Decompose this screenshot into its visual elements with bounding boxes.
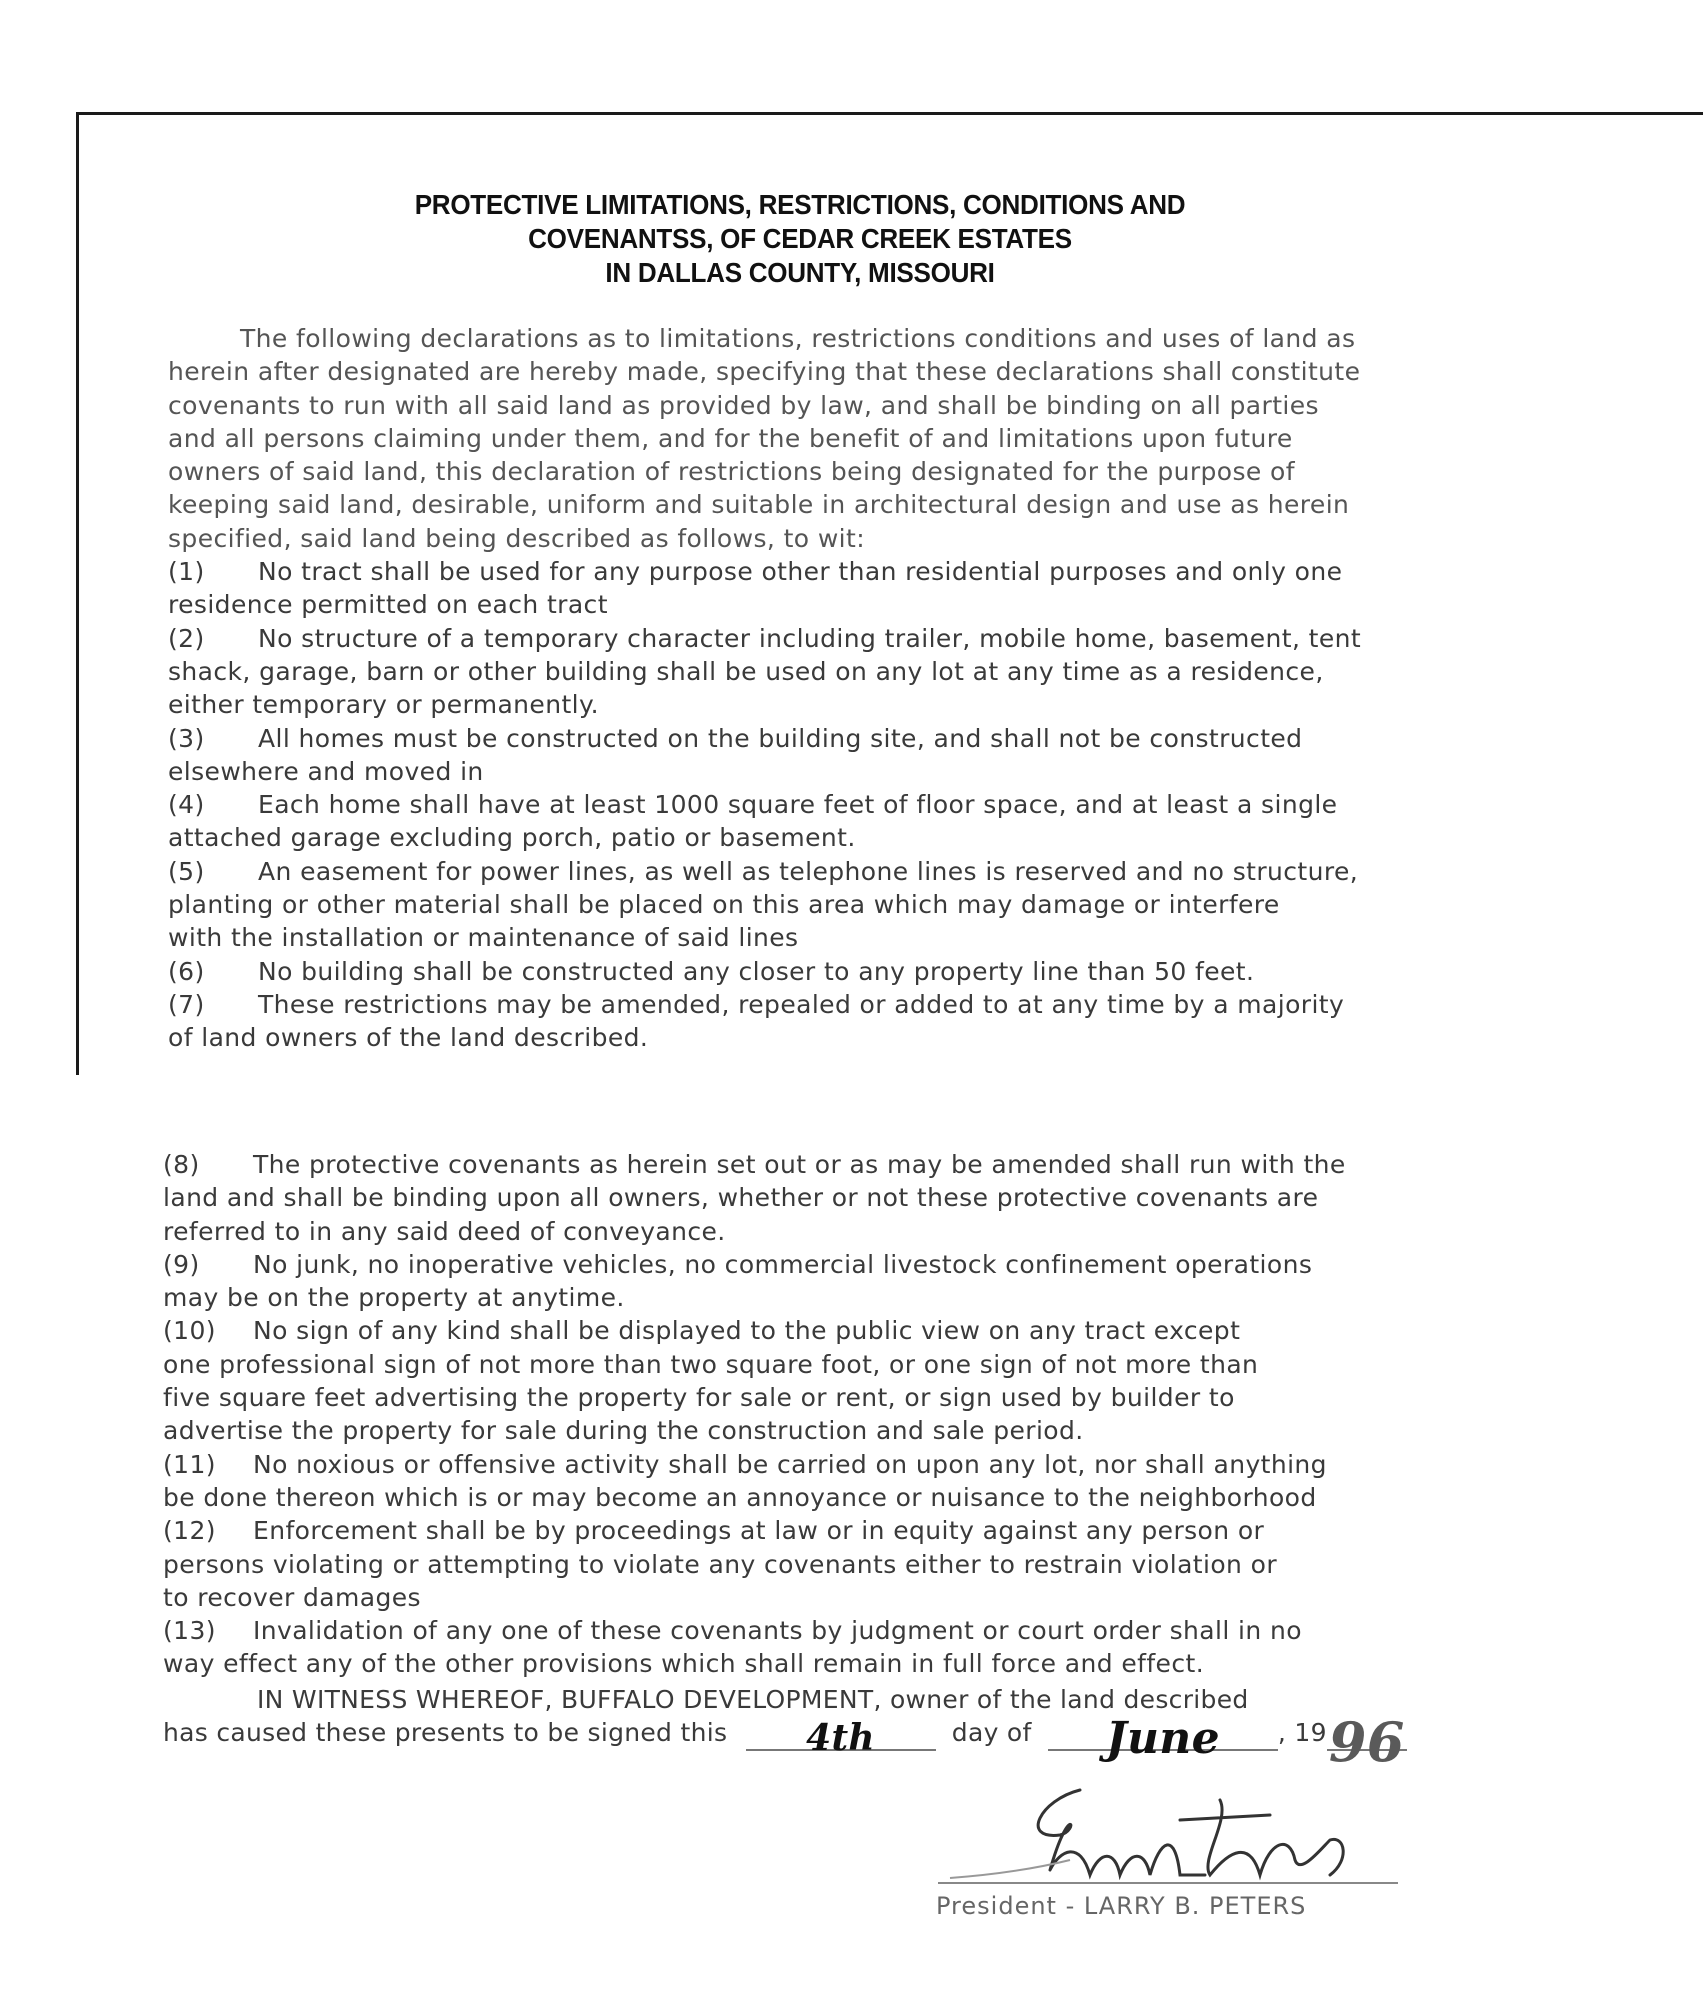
page-frame-top bbox=[76, 112, 1703, 115]
covenant-number: (4) bbox=[168, 790, 205, 820]
covenant-line bbox=[163, 1281, 1583, 1314]
covenant-text: way effect any of the other provisions which shall remain in full force and effect. bbox=[163, 1649, 1205, 1679]
covenant-line bbox=[168, 688, 1588, 721]
witness-line-1: IN WITNESS WHEREOF, BUFFALO DEVELOPMENT, owner of the land described bbox=[257, 1685, 1249, 1714]
covenant-line bbox=[163, 1181, 1583, 1214]
handwritten-year: 96 bbox=[1328, 1710, 1405, 1774]
page-frame-left bbox=[76, 112, 79, 1075]
covenant-text: No noxious or offensive activity shall be carried on upon any lot, nor shall anything bbox=[253, 1449, 1327, 1479]
covenant-text: land and shall be binding upon all owners, whether or not these protective covenants are bbox=[163, 1183, 1319, 1213]
covenant-line bbox=[168, 921, 1588, 954]
covenant-number: (9) bbox=[163, 1249, 200, 1279]
covenant-text: No building shall be constructed any closer to any property line than 50 feet. bbox=[258, 956, 1255, 986]
title-line: PROTECTIVE LIMITATIONS, RESTRICTIONS, CONDITIONS AND bbox=[414, 189, 1186, 220]
covenant-number: (2) bbox=[168, 623, 205, 653]
covenant-line bbox=[168, 755, 1588, 788]
covenant-text: Each home shall have at least 1000 square feet of floor space, and at least a single bbox=[258, 790, 1338, 820]
signer-title: President - LARRY B. PETERS bbox=[936, 1892, 1307, 1920]
covenant-line bbox=[168, 821, 1588, 854]
covenant-number: (6) bbox=[168, 956, 205, 986]
covenant-number: (1) bbox=[168, 557, 205, 587]
covenant-line bbox=[163, 1314, 1583, 1347]
covenant-text: be done thereon which is or may become an annoyance or nuisance to the neighborhood bbox=[163, 1482, 1317, 1512]
witness-line-2: has caused these presents to be signed this 4th day of June , 19 96 bbox=[163, 1716, 1407, 1751]
covenant-line bbox=[163, 1448, 1583, 1481]
covenant-list-page2 bbox=[163, 1148, 1583, 1681]
covenant-text: five square feet advertising the property for sale or rent, or sign used by builder to bbox=[163, 1383, 1235, 1413]
witness-clause bbox=[163, 1683, 1407, 1774]
covenant-text: elsewhere and moved in bbox=[168, 756, 484, 786]
covenant-line bbox=[168, 622, 1588, 655]
covenant-text: with the installation or maintenance of said lines bbox=[168, 923, 799, 953]
covenant-line bbox=[168, 988, 1588, 1021]
covenant-text: to recover damages bbox=[163, 1582, 421, 1612]
title-line: COVENANTSS, OF CEDAR CREEK ESTATES bbox=[528, 223, 1072, 254]
covenant-line bbox=[163, 1514, 1583, 1547]
covenant-text: referred to in any said deed of conveyance. bbox=[163, 1216, 726, 1246]
covenant-text: may be on the property at anytime. bbox=[163, 1283, 625, 1313]
covenant-line bbox=[168, 888, 1588, 921]
handwritten-month: June bbox=[1105, 1713, 1220, 1764]
covenant-number: (5) bbox=[168, 856, 205, 886]
handwritten-signature bbox=[930, 1780, 1450, 1890]
covenant-line bbox=[168, 655, 1588, 688]
month-blank bbox=[1048, 1713, 1278, 1764]
covenant-text: Invalidation of any one of these covenants by judgment or court order shall in no bbox=[253, 1616, 1302, 1646]
covenant-text: advertise the property for sale during the construction and sale period. bbox=[163, 1416, 1084, 1446]
day-blank bbox=[746, 1716, 936, 1759]
covenant-text: persons violating or attempting to violate any covenants either to restrain violation or bbox=[163, 1549, 1278, 1579]
covenant-line bbox=[163, 1647, 1583, 1680]
page2-body bbox=[163, 1148, 1583, 1681]
covenant-line bbox=[168, 555, 1588, 588]
covenant-text: shack, garage, barn or other building shall be used on any lot at any time as a residence, bbox=[168, 656, 1324, 686]
covenant-text: No structure of a temporary character including trailer, mobile home, basement, tent bbox=[258, 623, 1362, 653]
covenant-line bbox=[163, 1581, 1583, 1614]
covenant-line bbox=[168, 722, 1588, 755]
covenant-text: residence permitted on each tract bbox=[168, 590, 608, 620]
signature-block bbox=[930, 1780, 1460, 1940]
covenant-number: (11) bbox=[163, 1449, 216, 1479]
covenant-text: Enforcement shall be by proceedings at law or in equity against any person or bbox=[253, 1516, 1265, 1546]
year-blank bbox=[1327, 1710, 1407, 1774]
covenant-text: The protective covenants as herein set out or as may be amended shall run with the bbox=[253, 1150, 1346, 1179]
intro-line: and all persons claiming under them, and for the benefit of and limitations upon future bbox=[168, 423, 1293, 453]
intro-line: The following declarations as to limitations, restrictions conditions and uses of land as bbox=[240, 324, 1356, 353]
intro-line: owners of said land, this declaration of restrictions being designated for the purpose of bbox=[168, 457, 1295, 487]
covenant-line bbox=[163, 1248, 1583, 1281]
handwritten-day: 4th bbox=[806, 1717, 875, 1759]
page1-body bbox=[168, 322, 1588, 1055]
intro-line: specified, said land being described as follows, to wit: bbox=[168, 523, 866, 553]
covenant-number: (8) bbox=[163, 1150, 200, 1179]
covenant-number: (13) bbox=[163, 1616, 216, 1646]
covenant-text: of land owners of the land described. bbox=[168, 1023, 649, 1053]
covenant-number: (10) bbox=[163, 1316, 216, 1346]
covenant-line bbox=[163, 1381, 1583, 1414]
intro-line: keeping said land, desirable, uniform and suitable in architectural design and use as herein bbox=[168, 490, 1350, 520]
covenant-text: one professional sign of not more than two square foot, or one sign of not more than bbox=[163, 1349, 1259, 1379]
covenant-line bbox=[163, 1414, 1583, 1447]
covenant-text: either temporary or permanently. bbox=[168, 690, 599, 720]
covenant-text: An easement for power lines, as well as telephone lines is reserved and no structure, bbox=[258, 856, 1359, 886]
covenant-line bbox=[168, 588, 1588, 621]
covenant-line bbox=[168, 855, 1588, 888]
covenant-number: (3) bbox=[168, 723, 205, 753]
covenant-list-page1 bbox=[168, 555, 1588, 1054]
covenant-line bbox=[163, 1614, 1583, 1647]
title-line: IN DALLAS COUNTY, MISSOURI bbox=[605, 257, 995, 288]
covenant-line bbox=[168, 955, 1588, 988]
covenant-number: (7) bbox=[168, 989, 205, 1019]
covenant-line bbox=[163, 1481, 1583, 1514]
covenant-line bbox=[163, 1215, 1583, 1248]
covenant-text: No sign of any kind shall be displayed to the public view on any tract except bbox=[253, 1316, 1241, 1346]
covenant-line bbox=[168, 1021, 1588, 1054]
covenant-line bbox=[163, 1148, 1583, 1181]
covenant-line bbox=[163, 1348, 1583, 1381]
covenant-text: All homes must be constructed on the building site, and shall not be constructed bbox=[258, 723, 1303, 753]
document-title bbox=[335, 188, 1265, 290]
covenant-number: (12) bbox=[163, 1516, 216, 1546]
signature-line bbox=[938, 1882, 1398, 1884]
covenant-text: planting or other material shall be placed on this area which may damage or interfere bbox=[168, 890, 1280, 920]
covenant-text: No junk, no inoperative vehicles, no commercial livestock confinement operations bbox=[253, 1249, 1313, 1279]
intro-line: covenants to run with all said land as provided by law, and shall be binding on all parties bbox=[168, 390, 1319, 420]
covenant-text: These restrictions may be amended, repealed or added to at any time by a majority bbox=[258, 989, 1345, 1019]
covenant-line bbox=[163, 1548, 1583, 1581]
covenant-text: attached garage excluding porch, patio or basement. bbox=[168, 823, 856, 853]
intro-line: herein after designated are hereby made, specifying that these declarations shall constitute bbox=[168, 357, 1361, 387]
covenant-text: No tract shall be used for any purpose other than residential purposes and only one bbox=[258, 557, 1343, 587]
covenant-line bbox=[168, 788, 1588, 821]
